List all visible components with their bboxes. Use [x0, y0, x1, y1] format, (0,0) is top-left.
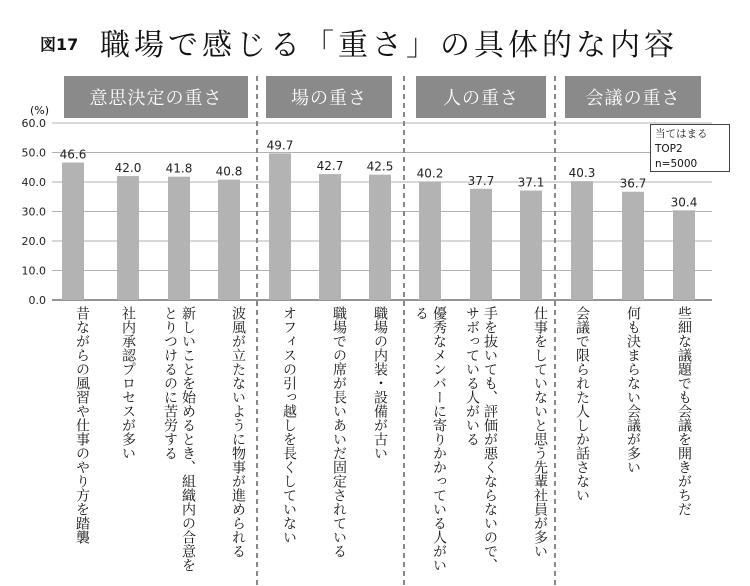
y-tick-label: 0.0 [28, 294, 46, 307]
x-tick-label: 昔ながらの風習や仕事のやり方を踏襲 [74, 306, 90, 544]
legend-box [650, 124, 730, 172]
data-label: 41.8 [165, 161, 193, 176]
group-header-decision: 意思決定の重さ [64, 76, 248, 118]
data-label: 37.1 [517, 175, 545, 190]
x-tick-label: 波風が立たないように物事が進められる [230, 306, 246, 558]
x-tick-label: 何も決まらない会議が多い [625, 306, 641, 474]
bar [369, 175, 391, 300]
bar [117, 176, 139, 300]
bar [520, 191, 542, 300]
x-tick-label: 些細な議題でも会議を開きがちだ [676, 306, 692, 516]
x-tick-label: 仕事をしていないと思う先輩社員が多い [532, 306, 548, 558]
y-tick-label: 30.0 [21, 205, 46, 219]
chart-title: 職場で感じる「重さ」の具体的な内容 [100, 28, 678, 63]
bar [419, 181, 441, 300]
x-tick-label: 社内承認プロセスが多い [120, 306, 136, 460]
x-tick-label: 優秀なメンバーに寄りかかっている人がいる [413, 306, 447, 572]
bar [571, 181, 593, 300]
group-header-people: 人の重さ [416, 76, 546, 118]
x-tick-label: 職場の内装・設備が古い [372, 306, 388, 460]
y-tick-label: 20.0 [21, 235, 46, 248]
bar [62, 163, 84, 300]
y-tick-label: 10.0 [21, 264, 46, 278]
y-axis-unit: (%) [30, 104, 50, 117]
data-label: 40.2 [416, 166, 444, 181]
data-label: 40.8 [215, 164, 243, 179]
data-label: 42.7 [316, 159, 344, 174]
data-label: 49.7 [266, 138, 294, 153]
y-tick-label: 40.0 [21, 176, 46, 189]
group-header-meeting: 会議の重さ [565, 76, 701, 118]
x-tick-label: オフィスの引っ越しを長くしていない [281, 306, 297, 544]
group-header-place: 場の重さ [266, 76, 392, 118]
figure-label: 図17 [40, 35, 79, 54]
bar [168, 177, 190, 300]
x-tick-label: 手を抜いても、評価が悪くならないので、サボっている人がいる [464, 306, 498, 572]
legend-line-2: TOP2 [655, 143, 683, 155]
bar [622, 192, 644, 300]
legend-line-3: n=5000 [655, 158, 698, 170]
data-label: 36.7 [619, 176, 647, 191]
bar [218, 180, 240, 300]
data-label: 37.7 [467, 173, 495, 188]
data-label: 42.5 [366, 159, 394, 174]
x-tick-label: 職場での席が長いあいだ固定されている [331, 306, 347, 558]
data-label: 40.3 [568, 166, 596, 181]
data-label: 42.0 [114, 161, 142, 176]
bar [470, 189, 492, 300]
y-tick-label: 50.0 [21, 146, 46, 160]
x-tick-label: 会議で限られた人しか話さない [574, 306, 590, 502]
data-label: 30.4 [670, 195, 698, 210]
y-tick-label: 60.0 [21, 117, 46, 130]
bar [673, 210, 695, 300]
bar [269, 153, 291, 300]
x-tick-label: 新しいことを始めるとき、組織内の合意をとりつけるのに苦労する [162, 306, 196, 572]
data-label: 46.6 [59, 147, 87, 162]
bar [319, 174, 341, 300]
legend-line-1: 当てはまる [655, 128, 708, 140]
